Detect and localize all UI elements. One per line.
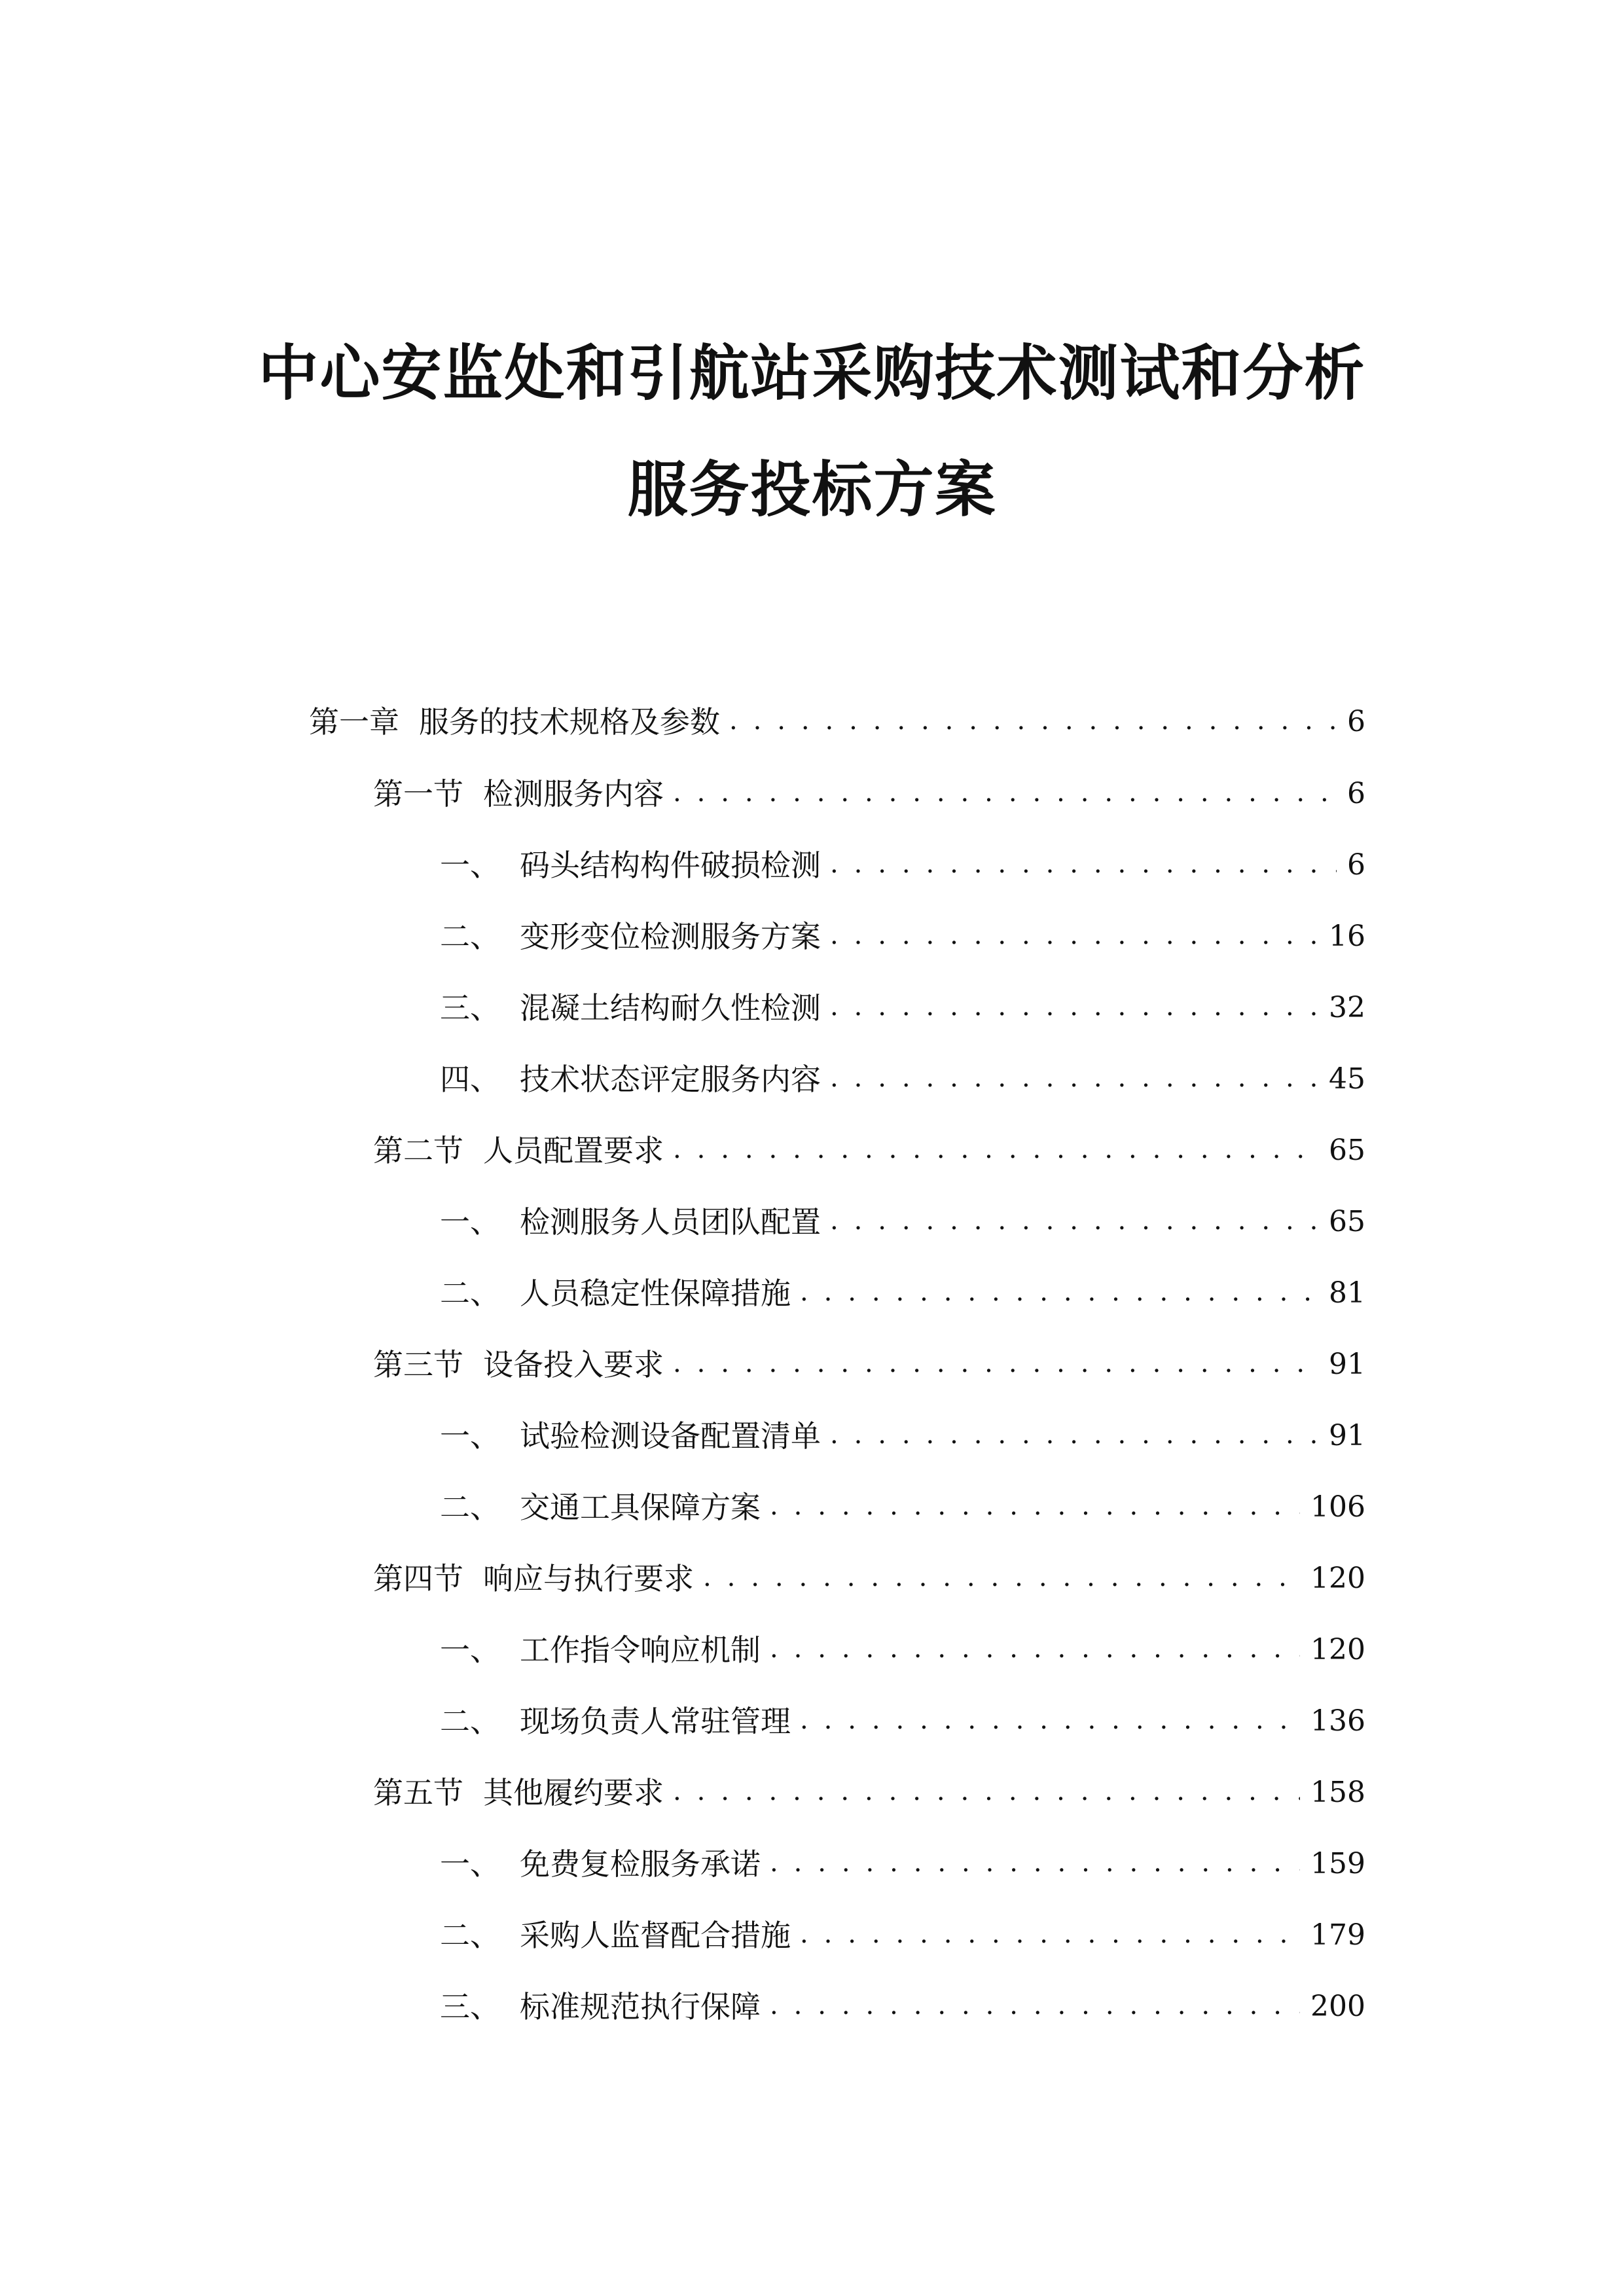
toc-entry-section-2[interactable] [373,1131,1365,1170]
document-title-line-1: 中心安监处和引航站采购技术测试和分析 [258,338,1366,408]
toc-dot-leader [770,1630,1300,1670]
toc-dot-leader [770,1987,1300,2026]
toc-entry-title: 检测服务人员团队配置 [520,1204,821,1240]
toc-entry-page: 6 [1347,777,1365,810]
toc-entry-number: 三、 [440,990,500,1026]
toc-entry-item[interactable] [440,1202,1365,1242]
toc-entry-page: 106 [1310,1490,1365,1524]
toc-entry-item[interactable] [440,846,1365,885]
toc-entry-title: 检测服务内容 [483,776,664,812]
toc-entry-page: 6 [1347,705,1365,738]
toc-entry-page: 179 [1310,1918,1365,1952]
toc-dot-leader [770,1844,1300,1884]
toc-entry-number: 一、 [440,1632,500,1668]
toc-dot-leader [830,917,1318,956]
toc-entry-title: 其他履约要求 [483,1775,664,1810]
toc-entry-title: 技术状态评定服务内容 [520,1062,821,1097]
toc-entry-section-5[interactable] [373,1773,1365,1812]
toc-entry-item[interactable] [440,1702,1365,1741]
toc-entry-title: 现场负责人常驻管理 [520,1704,791,1739]
toc-entry-title: 响应与执行要求 [483,1561,694,1596]
toc-entry-page: 91 [1329,1419,1365,1452]
toc-entry-item[interactable] [440,1060,1365,1099]
toc-entry-title: 人员配置要求 [483,1133,664,1168]
toc-dot-leader [673,1345,1318,1384]
toc-entry-title: 变形变位检测服务方案 [520,919,821,954]
toc-entry-number: 第四节 [373,1561,463,1596]
toc-dot-leader [830,1202,1318,1242]
toc-entry-number: 一、 [440,1846,500,1882]
document-title-line-2: 服务投标方案 [627,455,997,525]
toc-entry-page: 65 [1329,1205,1365,1238]
toc-entry-item[interactable] [440,1274,1365,1313]
toc-dot-leader [830,846,1337,885]
toc-dot-leader [673,774,1337,814]
toc-entry-page: 159 [1310,1847,1365,1880]
toc-entry-title: 交通工具保障方案 [520,1490,761,1525]
toc-entry-page: 120 [1310,1633,1365,1666]
toc-entry-number: 二、 [440,1490,500,1525]
toc-entry-number: 二、 [440,1704,500,1739]
toc-entry-page: 6 [1347,848,1365,882]
toc-dot-leader [729,702,1337,742]
toc-entry-page: 45 [1329,1062,1365,1096]
toc-entry-number: 第一章 [309,704,399,740]
toc-entry-page: 158 [1310,1776,1365,1809]
toc-entry-item[interactable] [440,1630,1365,1670]
toc-entry-section-3[interactable] [373,1345,1365,1384]
toc-entry-title: 免费复检服务承诺 [520,1846,761,1882]
toc-entry-section-1[interactable] [373,774,1365,814]
toc-entry-number: 四、 [440,1062,500,1097]
toc-entry-number: 二、 [440,919,500,954]
toc-dot-leader [673,1131,1318,1170]
toc-entry-item[interactable] [440,1844,1365,1884]
toc-dot-leader [673,1773,1300,1812]
toc-dot-leader [800,1916,1300,1955]
toc-dot-leader [830,1416,1318,1456]
toc-entry-number: 一、 [440,848,500,883]
toc-entry-number: 第二节 [373,1133,463,1168]
toc-entry-title: 码头结构构件破损检测 [520,848,821,883]
toc-entry-title: 混凝土结构耐久性检测 [520,990,821,1026]
toc-entry-page: 91 [1329,1348,1365,1381]
toc-entry-item[interactable] [440,988,1365,1028]
toc-dot-leader [830,1060,1318,1099]
toc-entry-page: 81 [1329,1276,1365,1310]
toc-entry-number: 二、 [440,1918,500,1953]
toc-entry-number: 第五节 [373,1775,463,1810]
toc-entry-page: 16 [1329,920,1365,953]
toc-entry-page: 120 [1310,1562,1365,1595]
toc-entry-item[interactable] [440,1987,1365,2026]
toc-entry-item[interactable] [440,1416,1365,1456]
toc-dot-leader [830,988,1318,1028]
toc-entry-title: 工作指令响应机制 [520,1632,761,1668]
toc-entry-section-4[interactable] [373,1559,1365,1598]
toc-entry-item[interactable] [440,1488,1365,1527]
toc-entry-number: 一、 [440,1204,500,1240]
toc-entry-item[interactable] [440,917,1365,956]
toc-entry-chapter-1[interactable] [309,702,1365,742]
toc-entry-number: 一、 [440,1418,500,1454]
toc-entry-title: 标准规范执行保障 [520,1989,761,2024]
toc-entry-number: 二、 [440,1276,500,1311]
toc-entry-number: 第一节 [373,776,463,812]
toc-dot-leader [770,1488,1300,1527]
toc-entry-title: 人员稳定性保障措施 [520,1276,791,1311]
toc-dot-leader [703,1559,1300,1598]
toc-entry-title: 采购人监督配合措施 [520,1918,791,1953]
toc-entry-number: 第三节 [373,1347,463,1382]
toc-entry-page: 32 [1329,991,1365,1024]
toc-entry-page: 200 [1310,1990,1365,2023]
toc-entry-title: 服务的技术规格及参数 [419,704,720,740]
toc-entry-title: 试验检测设备配置清单 [520,1418,821,1454]
toc-entry-page: 136 [1310,1704,1365,1738]
toc-entry-item[interactable] [440,1916,1365,1955]
toc-dot-leader [800,1702,1300,1741]
toc-entry-title: 设备投入要求 [483,1347,664,1382]
toc-dot-leader [800,1274,1318,1313]
toc-entry-number: 三、 [440,1989,500,2024]
toc-entry-page: 65 [1329,1134,1365,1167]
